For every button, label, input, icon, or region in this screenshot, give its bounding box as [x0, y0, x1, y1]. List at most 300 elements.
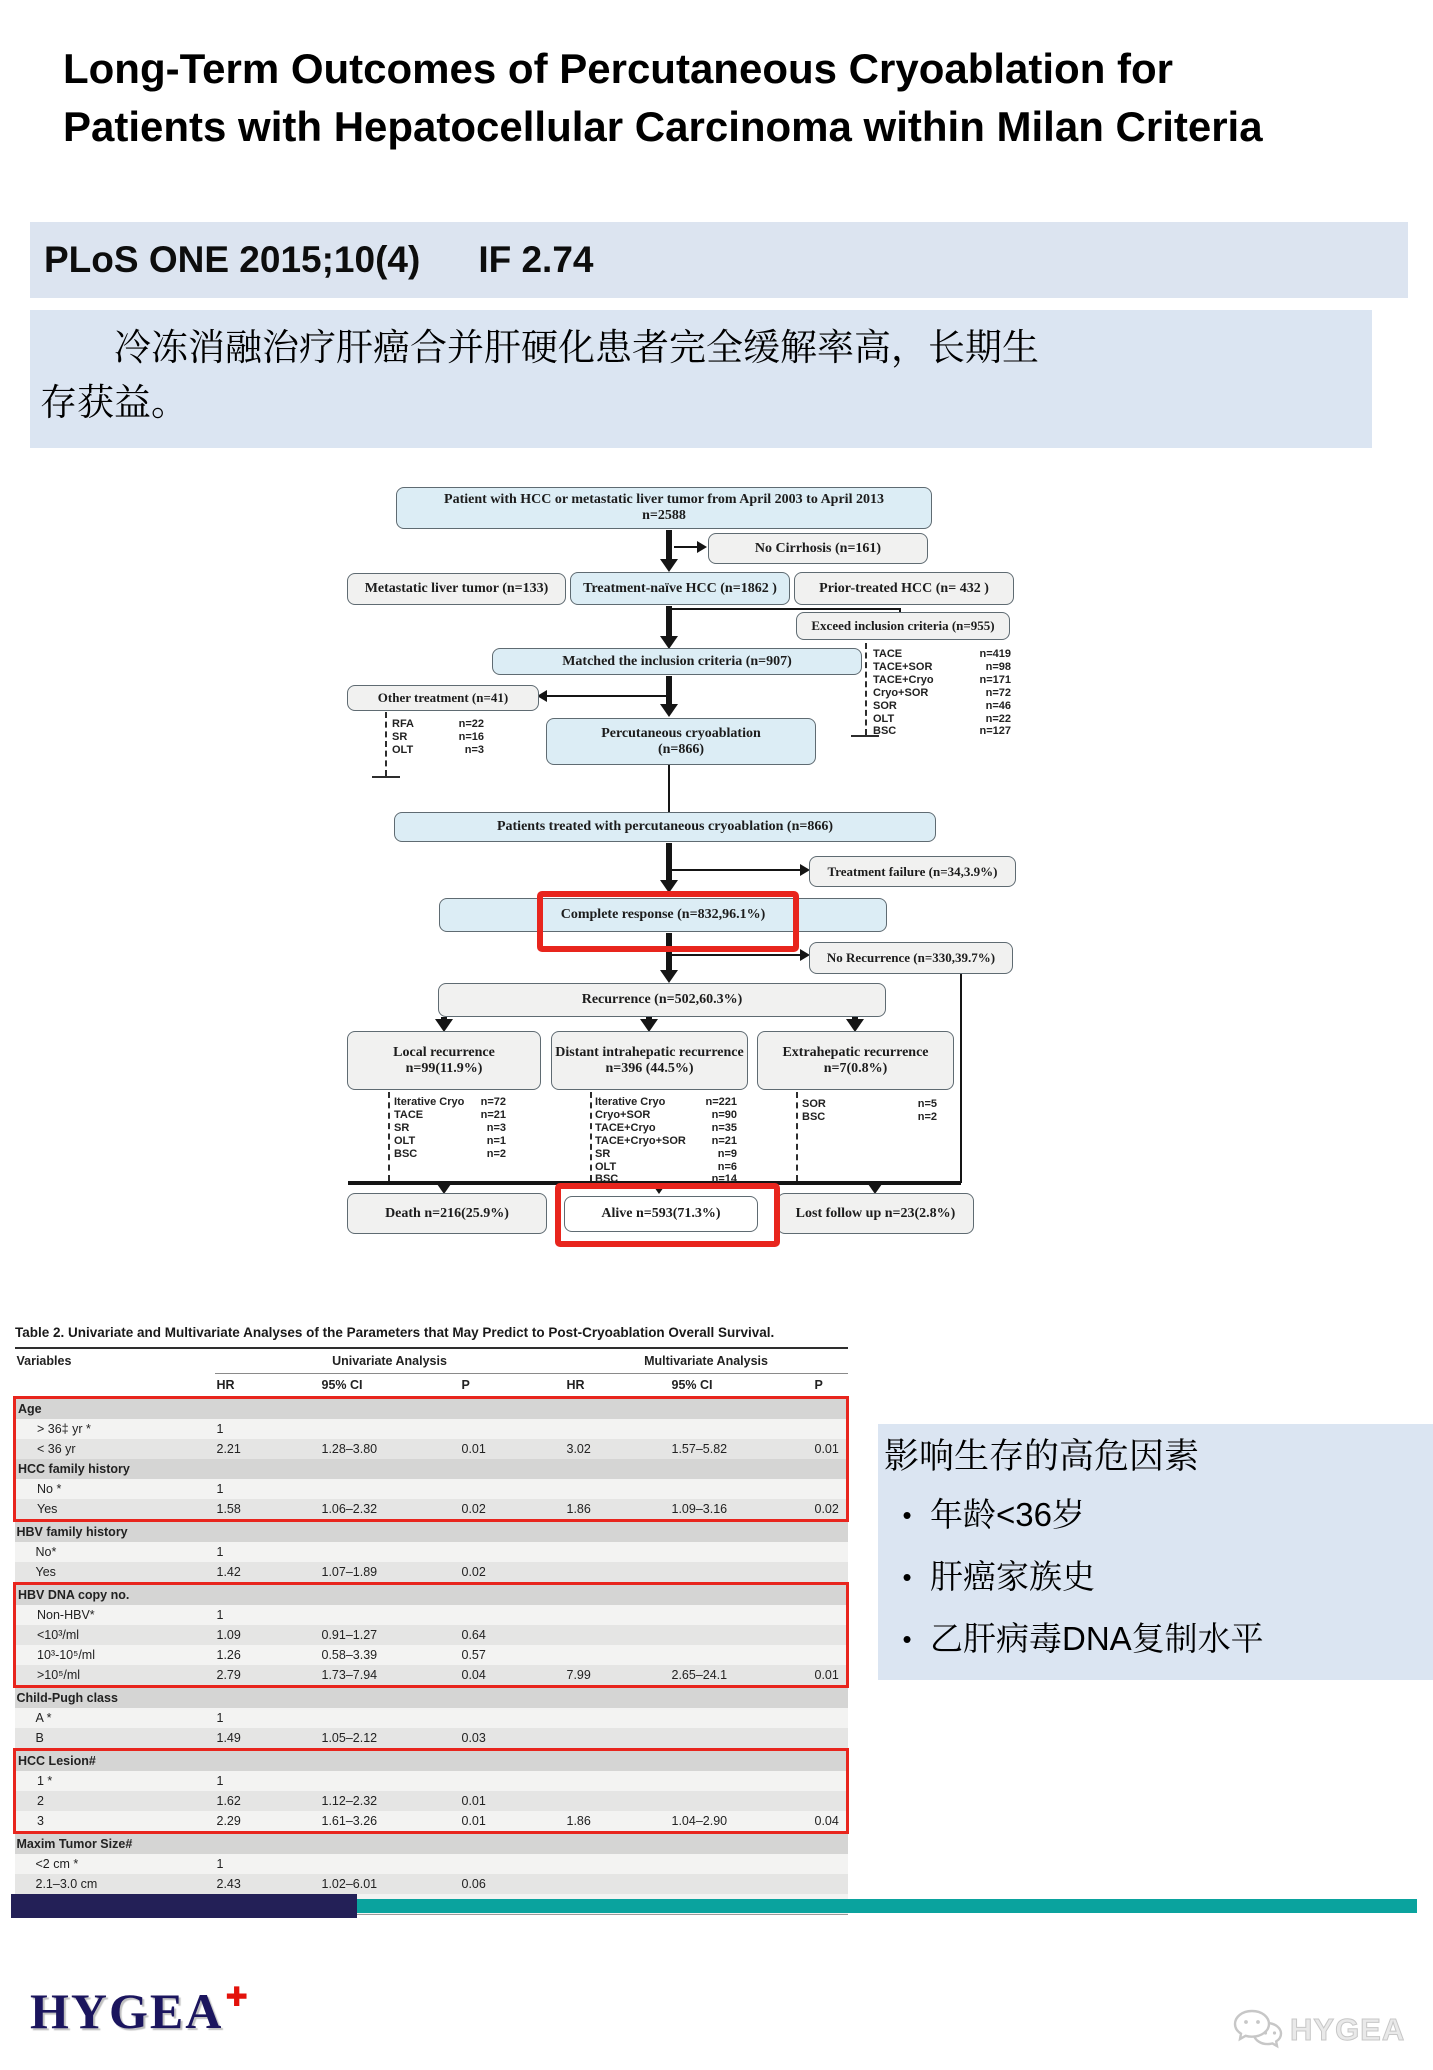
table-cell: <10³/ml [15, 1625, 215, 1645]
table-cell: 0.01 [460, 1439, 565, 1459]
table-cell [813, 1419, 848, 1439]
arrow-down-icon [660, 704, 678, 717]
table-cell: 0.06 [460, 1874, 565, 1894]
table-row [15, 1750, 848, 1772]
table-cell: 0.02 [460, 1499, 565, 1521]
wechat-watermark [1232, 2008, 1405, 2052]
table-cell: <2 cm * [15, 1854, 215, 1874]
treatment-list-row [394, 1122, 506, 1135]
table-cell [460, 1542, 565, 1562]
table-cell [460, 1854, 565, 1874]
flow-node-text: Metastatic liver tumor (n=133) [364, 581, 549, 596]
section-header-cell: HCC Lesion# [15, 1750, 848, 1772]
table-row [15, 1874, 848, 1894]
flow-connector [546, 695, 670, 697]
distant-recurrence-treatments-list [595, 1096, 737, 1186]
table-cell [813, 1542, 848, 1562]
flow-node-text: No Cirrhosis (n=161) [754, 540, 882, 556]
slide-title-line2: Patients with Hepatocellular Carcinoma within Milan Criteria [63, 103, 1263, 150]
treatment-label: TACE [394, 1108, 424, 1121]
treatment-count: n=98 [985, 660, 1011, 673]
treatment-count: n=14 [711, 1173, 737, 1186]
table-row [15, 1419, 848, 1439]
treatment-label: OLT [392, 743, 414, 756]
treatment-label: SR [595, 1147, 611, 1160]
treatment-list-row [873, 725, 1011, 738]
flow-connector [666, 606, 672, 637]
table-cell: 1.57–5.82 [670, 1439, 813, 1459]
highlight-box-alive [555, 1183, 780, 1247]
treatment-list-row [394, 1148, 506, 1161]
table-cell: 0.03 [460, 1728, 565, 1750]
table-cell [813, 1605, 848, 1625]
table-cell: 1.73–7.94 [320, 1665, 460, 1687]
table-cell [813, 1728, 848, 1750]
table-cell [670, 1771, 813, 1791]
treatment-count: n=127 [979, 725, 1011, 738]
table-cell [565, 1854, 670, 1874]
treatment-count: n=1 [486, 1134, 506, 1147]
table-cell: 1 * [15, 1771, 215, 1791]
table-cell: 2.29 [215, 1811, 320, 1833]
flow-node-patient-pool [396, 487, 932, 529]
treatment-list-row [873, 700, 1011, 713]
table-cell: 1.07–1.89 [320, 1562, 460, 1584]
table-cell [565, 1479, 670, 1499]
table-row [15, 1687, 848, 1709]
treatment-label: OLT [873, 712, 895, 725]
patient-flow-diagram [332, 485, 1032, 1263]
flow-node-no-recurrence [809, 942, 1013, 974]
flow-node-text: Exceed inclusion criteria (n=955) [811, 618, 995, 633]
table-cell [320, 1419, 460, 1439]
flow-line-terminal [372, 776, 400, 778]
section-header-cell: Age [15, 1398, 848, 1420]
table-cell: 1.58 [215, 1499, 320, 1521]
table-cell [460, 1708, 565, 1728]
table-cell [320, 1479, 460, 1499]
flow-node-text: n=2588 [642, 508, 686, 523]
table-row [15, 1584, 848, 1606]
flow-node-text: Treatment-naïve HCC (n=1862 ) [583, 580, 777, 596]
slide-title-line1: Long-Term Outcomes of Percutaneous Cryoablation for [63, 45, 1174, 92]
treatment-label: OLT [394, 1134, 416, 1147]
flow-dashed-line [865, 643, 867, 735]
summary-box-cn [30, 310, 1372, 448]
table-cell [565, 1874, 670, 1894]
flow-node-matched [492, 648, 862, 675]
table-cell: 0.04 [813, 1811, 848, 1833]
treatment-count: n=46 [985, 699, 1011, 712]
treatment-count: n=16 [458, 730, 484, 743]
table-cell [813, 1645, 848, 1665]
treatment-label: SOR [873, 699, 897, 712]
treatment-list-row [595, 1161, 737, 1174]
risk-factors-box [878, 1424, 1433, 1680]
flow-connector [668, 765, 670, 812]
table-cell: 1.02–6.01 [320, 1874, 460, 1894]
treatment-list-row [595, 1109, 737, 1122]
flow-connector [666, 676, 672, 705]
table-cell: 1 [215, 1419, 320, 1439]
flow-connector [666, 843, 672, 882]
section-header-cell: Maxim Tumor Size# [15, 1833, 848, 1855]
section-header-cell: HBV DNA copy no. [15, 1584, 848, 1606]
flow-node-text: n=7(0.8%) [823, 1060, 888, 1076]
table-row [15, 1833, 848, 1855]
treatment-label: OLT [595, 1160, 617, 1173]
table-cell [565, 1419, 670, 1439]
treatment-count: n=171 [979, 673, 1011, 686]
table-row [15, 1459, 848, 1479]
treatment-list-row [595, 1148, 737, 1161]
treatment-label: SR [392, 730, 408, 743]
table-cell: Non-HBV* [15, 1605, 215, 1625]
treatment-label: TACE [873, 648, 903, 660]
treatment-list-row [873, 674, 1011, 687]
table-cell [320, 1771, 460, 1791]
summary-line1: 冷冻消融治疗肝癌合并肝硬化患者完全缓解率高，长期生 [40, 327, 1039, 368]
flow-node-text: Treatment failure (n=34,3.9%) [827, 863, 998, 879]
table-cell: 1.09 [215, 1625, 320, 1645]
table-cell: 2.79 [215, 1665, 320, 1687]
treatment-count: n=9 [717, 1147, 737, 1160]
impact-factor: IF 2.74 [478, 239, 594, 280]
table-cell: 1.12–2.32 [320, 1791, 460, 1811]
treatment-count: n=419 [979, 648, 1011, 660]
treatment-list-row [392, 731, 484, 744]
flow-node-cryoablation [546, 718, 816, 765]
flow-connector [674, 546, 698, 548]
treatment-label: BSC [873, 725, 897, 738]
treatment-list-row [392, 718, 484, 731]
table-cell [670, 1419, 813, 1439]
flow-node-text: Matched the inclusion criteria (n=907) [562, 653, 792, 669]
treatment-count: n=221 [705, 1096, 737, 1108]
table-cell: 1 [215, 1605, 320, 1625]
table-cell [670, 1791, 813, 1811]
flow-node-prior-treated [794, 572, 1014, 605]
treatment-label: SOR [802, 1098, 826, 1110]
table-cell: 0.64 [460, 1625, 565, 1645]
table-cell: 0.01 [460, 1811, 565, 1833]
flow-node-exceed-criteria [796, 612, 1010, 640]
flow-node-text: n=396 (44.5%) [605, 1060, 694, 1076]
flow-node-lost-followup [777, 1193, 974, 1234]
treatment-count: n=21 [480, 1108, 506, 1121]
column-header-p: P [461, 1378, 470, 1392]
table-cell: B [15, 1728, 215, 1750]
flow-dashed-line [796, 1092, 798, 1181]
table-row [15, 1542, 848, 1562]
flow-node-text: (n=866) [657, 741, 705, 757]
table-cell [320, 1854, 460, 1874]
table-cell [565, 1728, 670, 1750]
table-cell: Yes [15, 1499, 215, 1521]
table-cell: 7.99 [565, 1665, 670, 1687]
slide-title [63, 40, 1428, 156]
table-cell [813, 1854, 848, 1874]
table-cell: 3.02 [565, 1439, 670, 1459]
table-cell: Yes [15, 1562, 215, 1584]
journal-banner [30, 222, 1408, 298]
table-cell: 0.02 [813, 1499, 848, 1521]
table-cell [320, 1708, 460, 1728]
table-cell [565, 1708, 670, 1728]
table-row [15, 1811, 848, 1833]
arrow-down-icon [660, 970, 678, 983]
treatment-count: n=72 [985, 686, 1011, 699]
treatment-label: Cryo+SOR [595, 1108, 651, 1121]
survival-analysis-table [13, 1347, 849, 1915]
column-group-univariate: Univariate Analysis [215, 1348, 565, 1374]
table-cell [670, 1854, 813, 1874]
table-row [15, 1605, 848, 1625]
table-row [15, 1439, 848, 1459]
table-cell [460, 1479, 565, 1499]
treatment-label: BSC [394, 1147, 418, 1160]
treatment-label: BSC [802, 1110, 826, 1123]
flow-node-text: Death n=216(25.9%) [385, 1205, 509, 1221]
table-cell: 1 [215, 1771, 320, 1791]
table-cell: 1.62 [215, 1791, 320, 1811]
flow-node-text: Distant intrahepatic recurrence [555, 1044, 744, 1060]
risk-factor-text: 年龄<36岁 [930, 1496, 1085, 1533]
footer-navy-bar [11, 1894, 357, 1918]
local-recurrence-treatments-list [394, 1096, 506, 1161]
table-cell: 0.91–1.27 [320, 1625, 460, 1645]
table-cell: 1.86 [565, 1499, 670, 1521]
treatment-count: n=6 [717, 1160, 737, 1173]
treatment-label: BSC [595, 1173, 619, 1186]
flow-node-death [347, 1193, 547, 1234]
treatment-list-row [802, 1098, 937, 1111]
treatment-count: n=90 [711, 1108, 737, 1121]
table-row [15, 1625, 848, 1645]
column-header-95-ci: 95% CI [321, 1378, 363, 1392]
table-cell: 1 [215, 1854, 320, 1874]
flow-node-text: Recurrence (n=502,60.3%) [581, 992, 743, 1007]
table-cell [813, 1479, 848, 1499]
treatment-list-row [873, 661, 1011, 674]
flow-node-text: Complete response (n=832,96.1%) [560, 907, 766, 922]
table-row [15, 1562, 848, 1584]
treatment-count: n=35 [711, 1121, 737, 1134]
table-cell: 1 [215, 1708, 320, 1728]
table-row [15, 1479, 848, 1499]
flow-node-text: Other treatment (n=41) [377, 690, 509, 705]
risk-factors-list [884, 1484, 1433, 1670]
table-cell [813, 1874, 848, 1894]
table-cell: 2.21 [215, 1439, 320, 1459]
column-header-variables: Variables [15, 1348, 215, 1398]
table-cell [813, 1625, 848, 1645]
table-header [15, 1348, 848, 1398]
table-cell: 0.01 [460, 1791, 565, 1811]
table-cell [670, 1728, 813, 1750]
table-cell [565, 1562, 670, 1584]
treatment-label: Cryo+SOR [873, 686, 929, 699]
treatment-label: TACE+Cryo [873, 673, 934, 686]
table-cell: 0.02 [460, 1562, 565, 1584]
table-cell [565, 1625, 670, 1645]
flow-node-treated [394, 812, 936, 842]
table-cell: 3 [15, 1811, 215, 1833]
table-cell: 1.49 [215, 1728, 320, 1750]
table-cell [565, 1645, 670, 1665]
table-cell: 1 [215, 1542, 320, 1562]
table-cell: < 36 yr [15, 1439, 215, 1459]
watermark-text: HYGEA [1290, 2012, 1406, 2047]
table-cell: >10⁵/ml [15, 1665, 215, 1687]
table-cell [565, 1605, 670, 1625]
treatment-list-row [394, 1109, 506, 1122]
table-cell [670, 1874, 813, 1894]
treatment-count: n=22 [458, 718, 484, 730]
treatment-count: n=2 [486, 1147, 506, 1160]
table-title: Table 2. Univariate and Multivariate Analyses of the Parameters that May Predict to Post-Cryoablation Overall Survival. [15, 1325, 775, 1340]
treatment-list-row [595, 1135, 737, 1148]
treatment-list-row [595, 1096, 737, 1109]
section-header-cell: Child-Pugh class [15, 1687, 848, 1709]
treatment-list-row [394, 1096, 506, 1109]
flow-node-treatment-naive [570, 572, 790, 605]
flow-dashed-line [590, 1092, 592, 1181]
table-cell [670, 1542, 813, 1562]
summary-line2: 存获益。 [40, 382, 188, 423]
treatment-list-row [394, 1135, 506, 1148]
flow-node-local-recurrence [347, 1031, 541, 1090]
hygea-logo [30, 1982, 248, 2040]
table-cell [670, 1605, 813, 1625]
table-cell: 0.01 [813, 1665, 848, 1687]
table-cell: 1.28–3.80 [320, 1439, 460, 1459]
bullet-icon: • [902, 1500, 912, 1530]
table-cell: 2.65–24.1 [670, 1665, 813, 1687]
treatment-list-row [802, 1111, 937, 1124]
treatment-count: n=2 [917, 1110, 937, 1123]
treatment-count: n=22 [985, 712, 1011, 725]
table-row [15, 1645, 848, 1665]
flow-node-text: Patient with HCC or metastatic liver tumor from April 2003 to April 2013 [444, 492, 884, 507]
arrow-down-icon [660, 559, 678, 572]
table-cell: 1.26 [215, 1645, 320, 1665]
results-table-section [13, 1325, 846, 1915]
flow-node-no-cirrhosis [708, 533, 928, 564]
table-row [15, 1521, 848, 1543]
flow-node-text: Extrahepatic recurrence [782, 1044, 929, 1060]
table-cell [813, 1791, 848, 1811]
table-cell [670, 1562, 813, 1584]
table-cell [670, 1645, 813, 1665]
table-cell [670, 1479, 813, 1499]
table-cell: No* [15, 1542, 215, 1562]
risk-factor-text: 乙肝病毒DNA复制水平 [930, 1620, 1264, 1657]
table-cell: 0.01 [813, 1439, 848, 1459]
arrow-right-icon [697, 541, 707, 553]
table-cell: 1.04–2.90 [670, 1811, 813, 1833]
treatment-label: RFA [392, 718, 414, 730]
table-cell: 1.42 [215, 1562, 320, 1584]
table-row [15, 1728, 848, 1750]
table-cell [813, 1562, 848, 1584]
treatment-label: TACE+SOR [873, 660, 933, 673]
table-cell [460, 1605, 565, 1625]
table-row [15, 1708, 848, 1728]
flow-connector [672, 869, 802, 871]
treatment-list-row [392, 744, 484, 757]
flow-connector [666, 530, 672, 560]
treatment-list-row [873, 648, 1011, 661]
treatment-count: n=72 [480, 1096, 506, 1108]
flow-node-recurrence [438, 983, 886, 1017]
wechat-icon [1232, 2008, 1284, 2052]
table-cell: 1.05–2.12 [320, 1728, 460, 1750]
table-cell: 0.58–3.39 [320, 1645, 460, 1665]
flow-node-text: Local recurrence [393, 1044, 495, 1060]
table-cell [565, 1542, 670, 1562]
table-cell [813, 1708, 848, 1728]
flow-connector [669, 608, 901, 610]
flow-node-extrahepatic-recurrence [757, 1031, 954, 1090]
table-cell: 1.86 [565, 1811, 670, 1833]
table-cell: 1.09–3.16 [670, 1499, 813, 1521]
treatment-label: Iterative Cryo [394, 1096, 465, 1108]
column-header-hr: HR [216, 1378, 235, 1392]
table-cell [320, 1605, 460, 1625]
risk-factor-item [884, 1546, 1433, 1608]
risk-factor-item [884, 1608, 1433, 1670]
risk-factor-item [884, 1484, 1433, 1546]
table-cell: 2.1–3.0 cm [15, 1874, 215, 1894]
other-treatments-list [392, 718, 484, 757]
bullet-icon: • [902, 1562, 912, 1592]
treatment-list-row [595, 1122, 737, 1135]
flow-dashed-line [385, 712, 387, 776]
table-cell [670, 1708, 813, 1728]
table-row [15, 1398, 848, 1420]
table-cell: A * [15, 1708, 215, 1728]
table-cell: No * [15, 1479, 215, 1499]
table-cell [565, 1771, 670, 1791]
flow-node-text: Patients treated with percutaneous cryoablation (n=866) [496, 819, 834, 834]
table-row [15, 1771, 848, 1791]
excluded-treatments-list [873, 648, 1011, 738]
highlight-box-complete-response [537, 891, 799, 952]
table-cell [320, 1542, 460, 1562]
table-cell: > 36‡ yr * [15, 1419, 215, 1439]
table-body [15, 1398, 848, 1915]
flow-node-text: No Recurrence (n=330,39.7%) [826, 950, 996, 965]
flow-node-text: n=99(11.9%) [405, 1060, 483, 1076]
column-header-p: P [814, 1378, 823, 1392]
flow-node-metastatic [347, 573, 566, 605]
flow-node-text: Percutaneous cryoablation [601, 725, 761, 741]
treatment-count: n=21 [711, 1134, 737, 1147]
treatment-list-row [873, 687, 1011, 700]
table-cell: 2 [15, 1791, 215, 1811]
table-cell [565, 1791, 670, 1811]
table-row [15, 1854, 848, 1874]
table-cell [670, 1625, 813, 1645]
table-row [15, 1665, 848, 1687]
hygea-logo-text: HYGEA [30, 1983, 224, 2039]
table-cell: 2.43 [215, 1874, 320, 1894]
treatment-label: SR [394, 1121, 410, 1134]
section-header-cell: HCC family history [15, 1459, 848, 1479]
footer-teal-bar [355, 1899, 1417, 1913]
journal-citation: PLoS ONE 2015;10(4) [44, 239, 421, 280]
